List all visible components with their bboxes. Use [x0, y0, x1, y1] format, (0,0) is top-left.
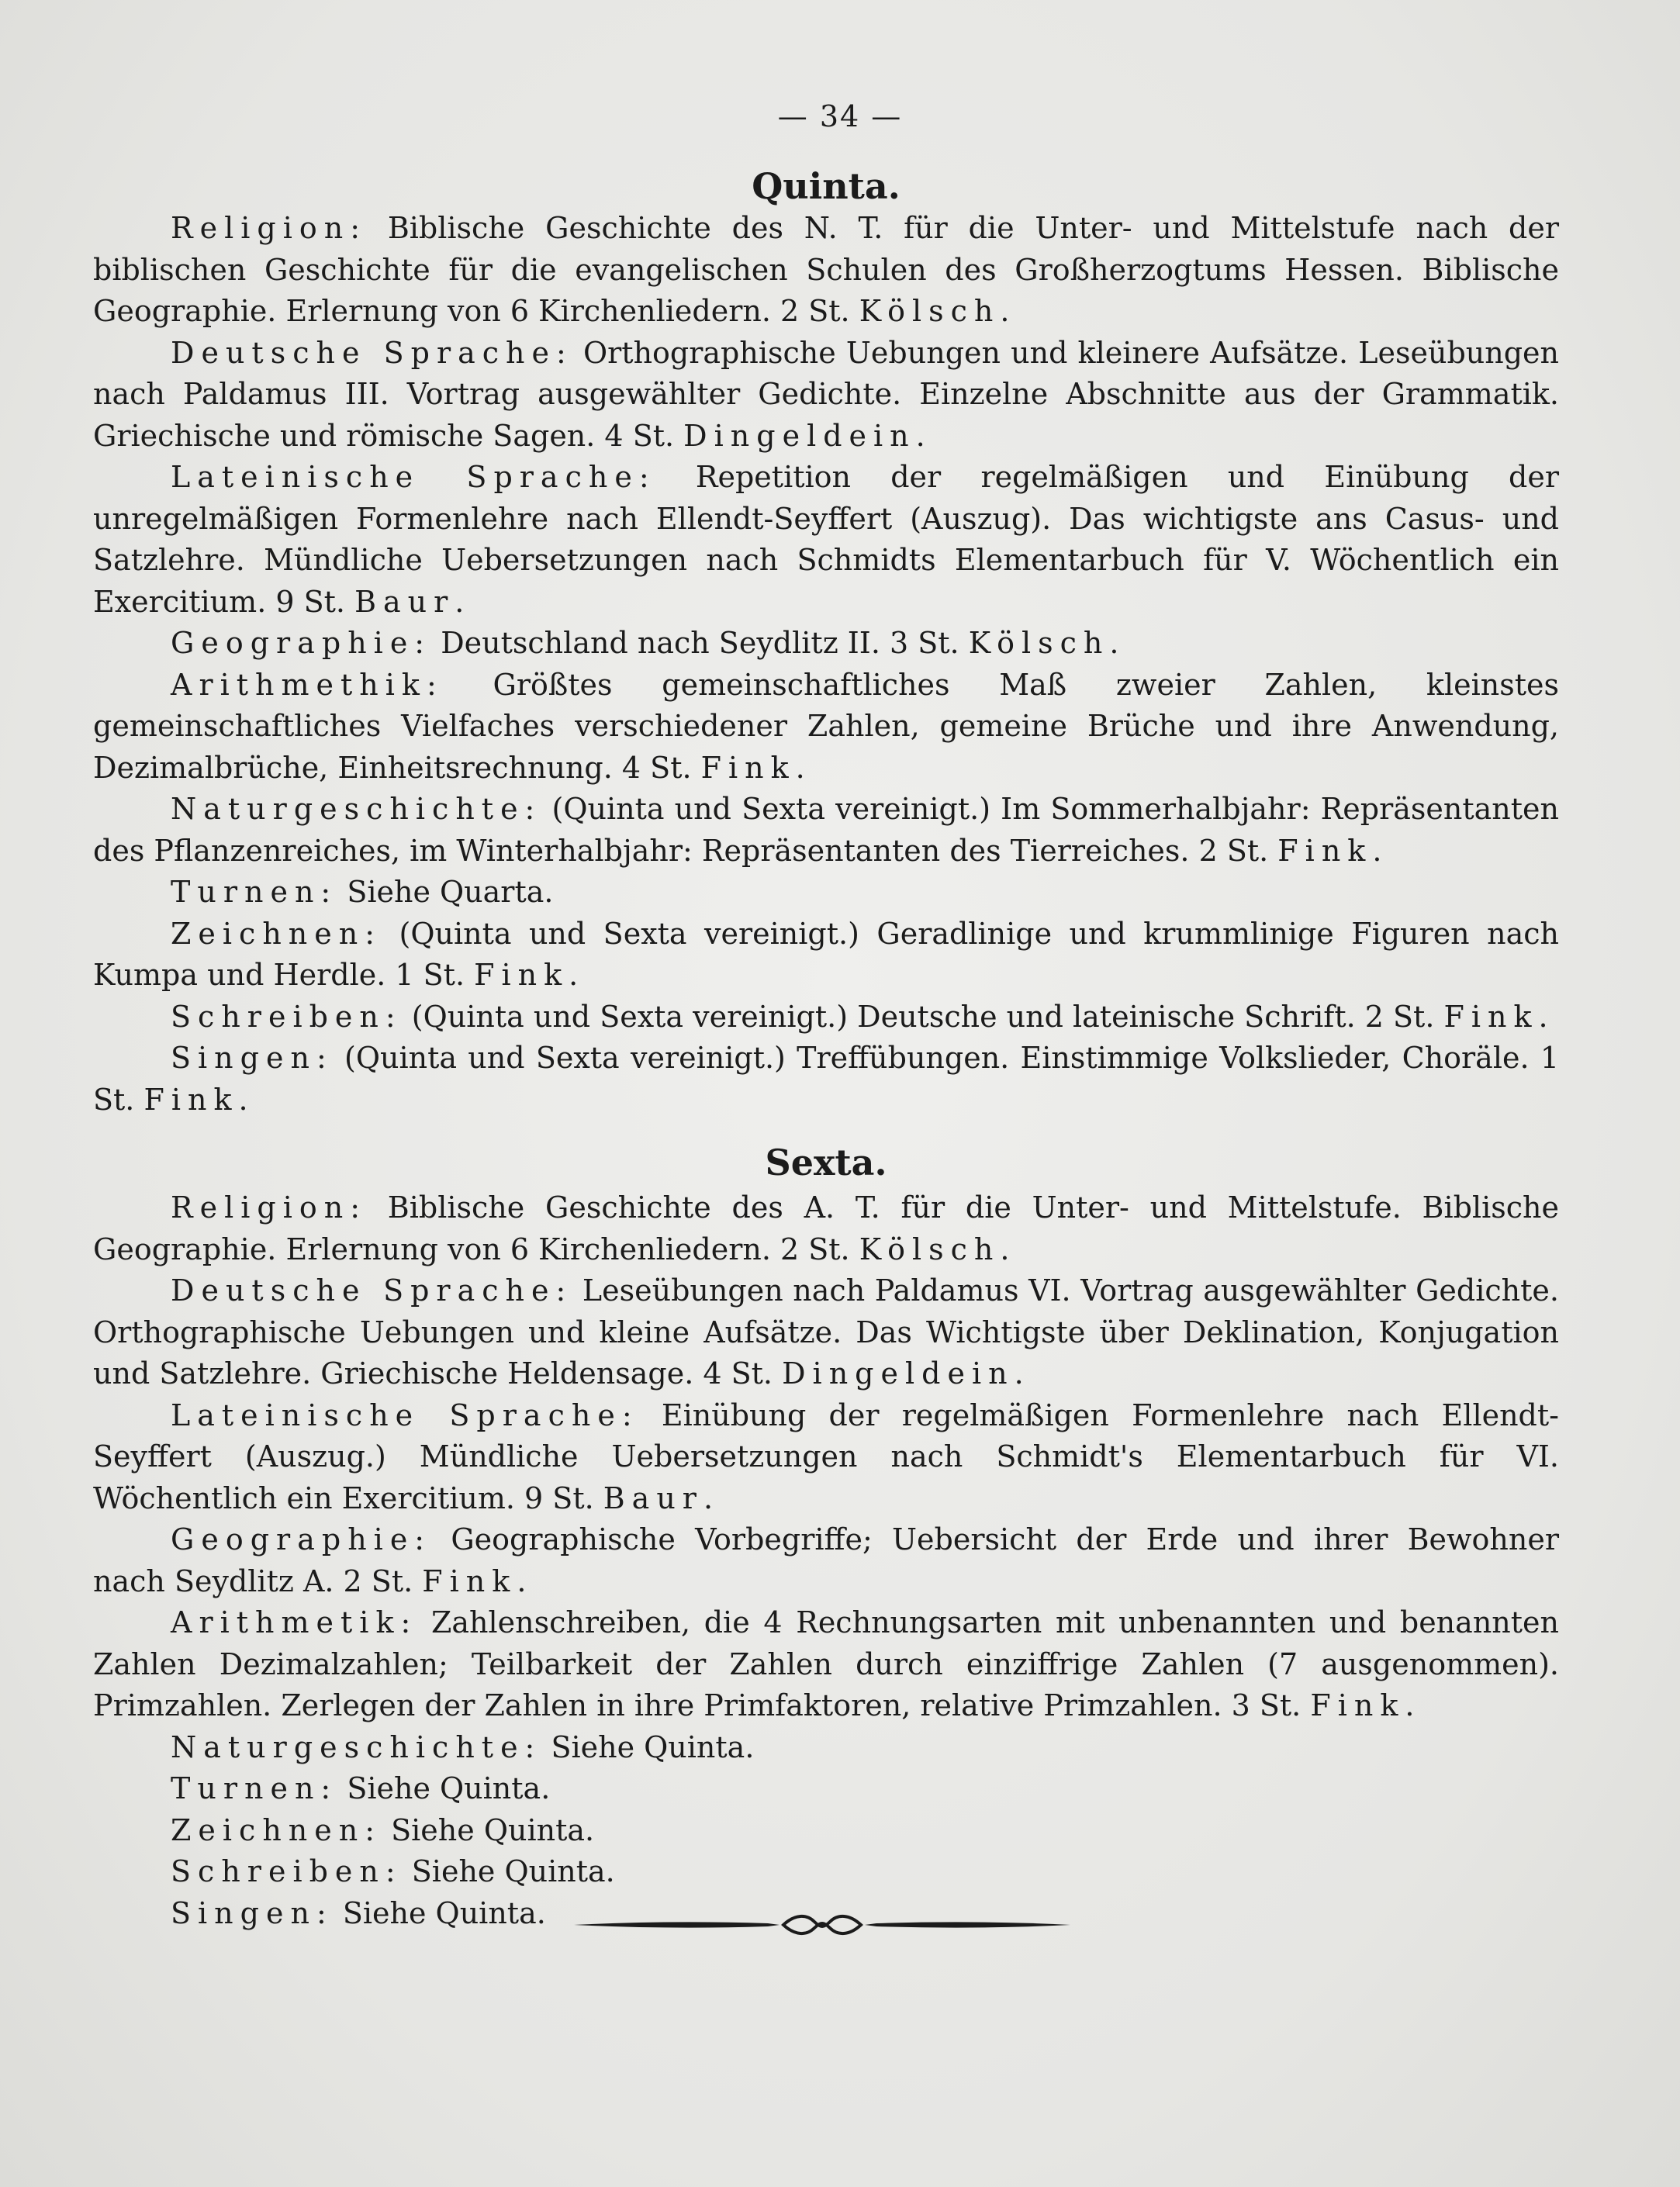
section-heading-quinta: Quinta. [752, 165, 900, 207]
paragraph-text: Geographische Vorbegriffe; Uebersicht der Erde und ihrer Bewohner nach Seydlitz A. 2 St. [93, 1522, 1559, 1598]
paragraph-text: Repetition der regelmäßigen und Einübung der unregelmäßigen Formenlehre nach Ellendt-Seyffert (Auszug). Das wichtigste ans Casus- und Satzlehre. Mündliche Uebersetzungen nach Schmidts Elementarbuch für V. Wöchentlich ein Exercitium. 9 St. [93, 460, 1559, 619]
section-heading-sexta: Sexta. [765, 1142, 887, 1183]
subject-label: Arithmetik: [171, 1605, 418, 1639]
teacher-name: Dingeldein [782, 1356, 1015, 1391]
subject-label: Lateinische Sprache: [171, 1398, 639, 1432]
paragraph-quinta-deutsch [93, 333, 1559, 458]
subject-label: Deutsche Sprache: [171, 1273, 573, 1308]
teacher-name: Kölsch [859, 1232, 1001, 1266]
paragraph-quinta-turnen [93, 872, 1559, 914]
ornament-divider [574, 1909, 1070, 1940]
paragraph-text: Siehe Quarta. [337, 875, 554, 909]
subject-label: Zeichnen: [171, 1812, 382, 1847]
teacher-name: Baur [354, 584, 455, 619]
paragraph-end: . [1372, 833, 1382, 868]
paragraph-end: . [1000, 1232, 1010, 1266]
paragraph-end: . [238, 1082, 248, 1117]
paragraph-text: Orthographische Uebungen und kleinere Aufsätze. Leseübungen nach Paldamus III. Vortrag ausgewählter Gedichte. Einzelne Abschnitte aus der Grammatik. Griechische und römische Sagen. 4 St. [93, 335, 1560, 453]
subject-label: Singen: [171, 1041, 334, 1075]
teacher-name: Fink [1277, 833, 1373, 868]
paragraph-text: Siehe Quinta. [541, 1729, 755, 1764]
paragraph-text: Siehe Quinta. [333, 1895, 546, 1930]
subject-label: Deutsche Sprache: [171, 335, 573, 370]
paragraph-sexta-zeichnen [93, 1810, 1559, 1852]
paragraph-sexta-naturgeschichte [93, 1727, 1559, 1769]
subject-label: Naturgeschichte: [171, 792, 542, 826]
paragraph-end: . [1405, 1688, 1415, 1722]
teacher-name: Fink [700, 750, 796, 785]
paragraph-quinta-arithmetik [93, 665, 1559, 789]
subject-label: Arithmethik: [171, 667, 444, 702]
paragraph-text: Siehe Quinta. [337, 1771, 551, 1805]
ornament-center [783, 1916, 861, 1933]
paragraph-end: . [517, 1563, 527, 1598]
teacher-name: Fink [143, 1082, 239, 1117]
paragraph-sexta-arithmetik [93, 1602, 1559, 1727]
paragraph-end: . [795, 750, 805, 785]
subject-label: Schreiben: [171, 999, 403, 1034]
ornament-line-left [574, 1922, 780, 1927]
paragraph-text: (Quinta und Sexta vereinigt.) Deutsche und lateinische Schrift. 2 St. [402, 999, 1444, 1034]
subject-label: Geographie: [171, 626, 432, 660]
paragraph-end: . [1109, 626, 1119, 660]
teacher-name: Baur [603, 1480, 703, 1515]
paragraph-sexta-deutsch [93, 1270, 1559, 1395]
paragraph-text: Siehe Quinta. [402, 1854, 615, 1888]
paragraph-end: . [1538, 999, 1548, 1034]
paragraph-end: . [1000, 294, 1010, 328]
paragraph-end: . [915, 418, 925, 453]
document-body [93, 164, 1559, 1934]
paragraph-quinta-zeichnen [93, 914, 1559, 997]
paragraph-text: Leseübungen nach Paldamus VI. Vortrag ausgewählter Gedichte. Orthographische Uebungen und kleine Aufsätze. Das Wichtigste über Deklination, Konjugation und Satzlehre. Griechische Heldensage. 4 St. [93, 1273, 1559, 1391]
subject-label: Turnen: [171, 1771, 338, 1805]
paragraph-text: Größtes gemeinschaftliches Maß zweier Zahlen, kleinstes gemeinschaftliches Vielfaches verschiedener Zahlen, gemeine Brüche und ihre Anwendung, Dezimalbrüche, Einheitsrechnung. 4 St. [93, 667, 1559, 785]
teacher-name: Dingeldein [683, 418, 916, 453]
paragraph-text: (Quinta und Sexta vereinigt.) Geradlinige und krummlinige Figuren nach Kumpa und Herdle. 1 St. [93, 916, 1559, 992]
paragraph-quinta-naturgeschichte [93, 789, 1559, 872]
paragraph-text: Biblische Geschichte des A. T. für die Unter- und Mittelstufe. Biblische Geographie. Erlernung von 6 Kirchenliedern. 2 St. [93, 1190, 1559, 1266]
teacher-name: Fink [1310, 1688, 1405, 1722]
paragraph-text: Deutschland nach Seydlitz II. 3 St. [431, 626, 969, 660]
paragraph-text: Zahlenschreiben, die 4 Rechnungsarten mit unbenannten und benannten Zahlen Dezimalzahlen; Teilbarkeit der Zahlen durch einziffrige Zahlen (7 ausgenommen). Primzahlen. Zerlegen der Zahlen in ihre Primfaktoren, relative Primzahlen. 3 St. [93, 1605, 1559, 1722]
paragraph-sexta-schreiben [93, 1851, 1559, 1893]
paragraph-end: . [569, 958, 579, 992]
subject-label: Lateinische Sprache: [171, 460, 656, 494]
paragraph-quinta-religion [93, 208, 1559, 333]
paragraph-quinta-latein [93, 457, 1559, 623]
paragraph-end: . [1014, 1356, 1024, 1391]
paragraph-quinta-geographie [93, 623, 1559, 665]
paragraph-end: . [703, 1480, 714, 1515]
subject-label: Zeichnen: [171, 916, 382, 951]
subject-label: Naturgeschichte: [171, 1729, 542, 1764]
paragraph-sexta-turnen [93, 1768, 1559, 1810]
teacher-name: Fink [474, 958, 569, 992]
paragraph-text: Biblische Geschichte des N. T. für die Unter- und Mittelstufe nach der biblischen Geschichte für die evangelischen Schulen des Großherzogtums Hessen. Biblische Geographie. Erlernung von 6 Kirchenliedern. 2 St. [93, 211, 1559, 328]
page-number: — 34 — [777, 99, 903, 133]
paragraph-quinta-singen [93, 1038, 1559, 1121]
paragraph-text: (Quinta und Sexta vereinigt.) Im Sommerhalbjahr: Repräsentanten des Pflanzenreiches, im Winterhalbjahr: Repräsentanten des Tierreiches. 2 St. [93, 792, 1559, 868]
paragraph-end: . [455, 584, 465, 619]
teacher-name: Kölsch [968, 626, 1110, 660]
subject-label: Religion: [171, 211, 368, 245]
teacher-name: Fink [1443, 999, 1539, 1034]
subject-label: Geographie: [171, 1522, 432, 1556]
paragraph-sexta-latein [93, 1395, 1559, 1520]
teacher-name: Kölsch [859, 294, 1001, 328]
subject-label: Turnen: [171, 875, 338, 909]
subject-label: Schreiben: [171, 1854, 403, 1888]
ornament-line-right [865, 1922, 1070, 1927]
paragraph-text: (Quinta und Sexta vereinigt.) Treffübungen. Einstimmige Volkslieder, Choräle. 1 St. [93, 1041, 1559, 1117]
paragraph-text: Siehe Quinta. [382, 1812, 595, 1847]
paragraph-sexta-religion [93, 1187, 1559, 1270]
paragraph-quinta-schreiben [93, 997, 1559, 1038]
teacher-name: Fink [422, 1563, 517, 1598]
paragraph-sexta-geographie [93, 1519, 1559, 1602]
subject-label: Singen: [171, 1895, 334, 1930]
paragraph-text: Einübung der regelmäßigen Formenlehre nach Ellendt-Seyffert (Auszug.) Mündliche Uebersetzungen nach Schmidt's Elementarbuch für VI. Wöchentlich ein Exercitium. 9 St. [93, 1398, 1559, 1515]
subject-label: Religion: [171, 1190, 368, 1225]
